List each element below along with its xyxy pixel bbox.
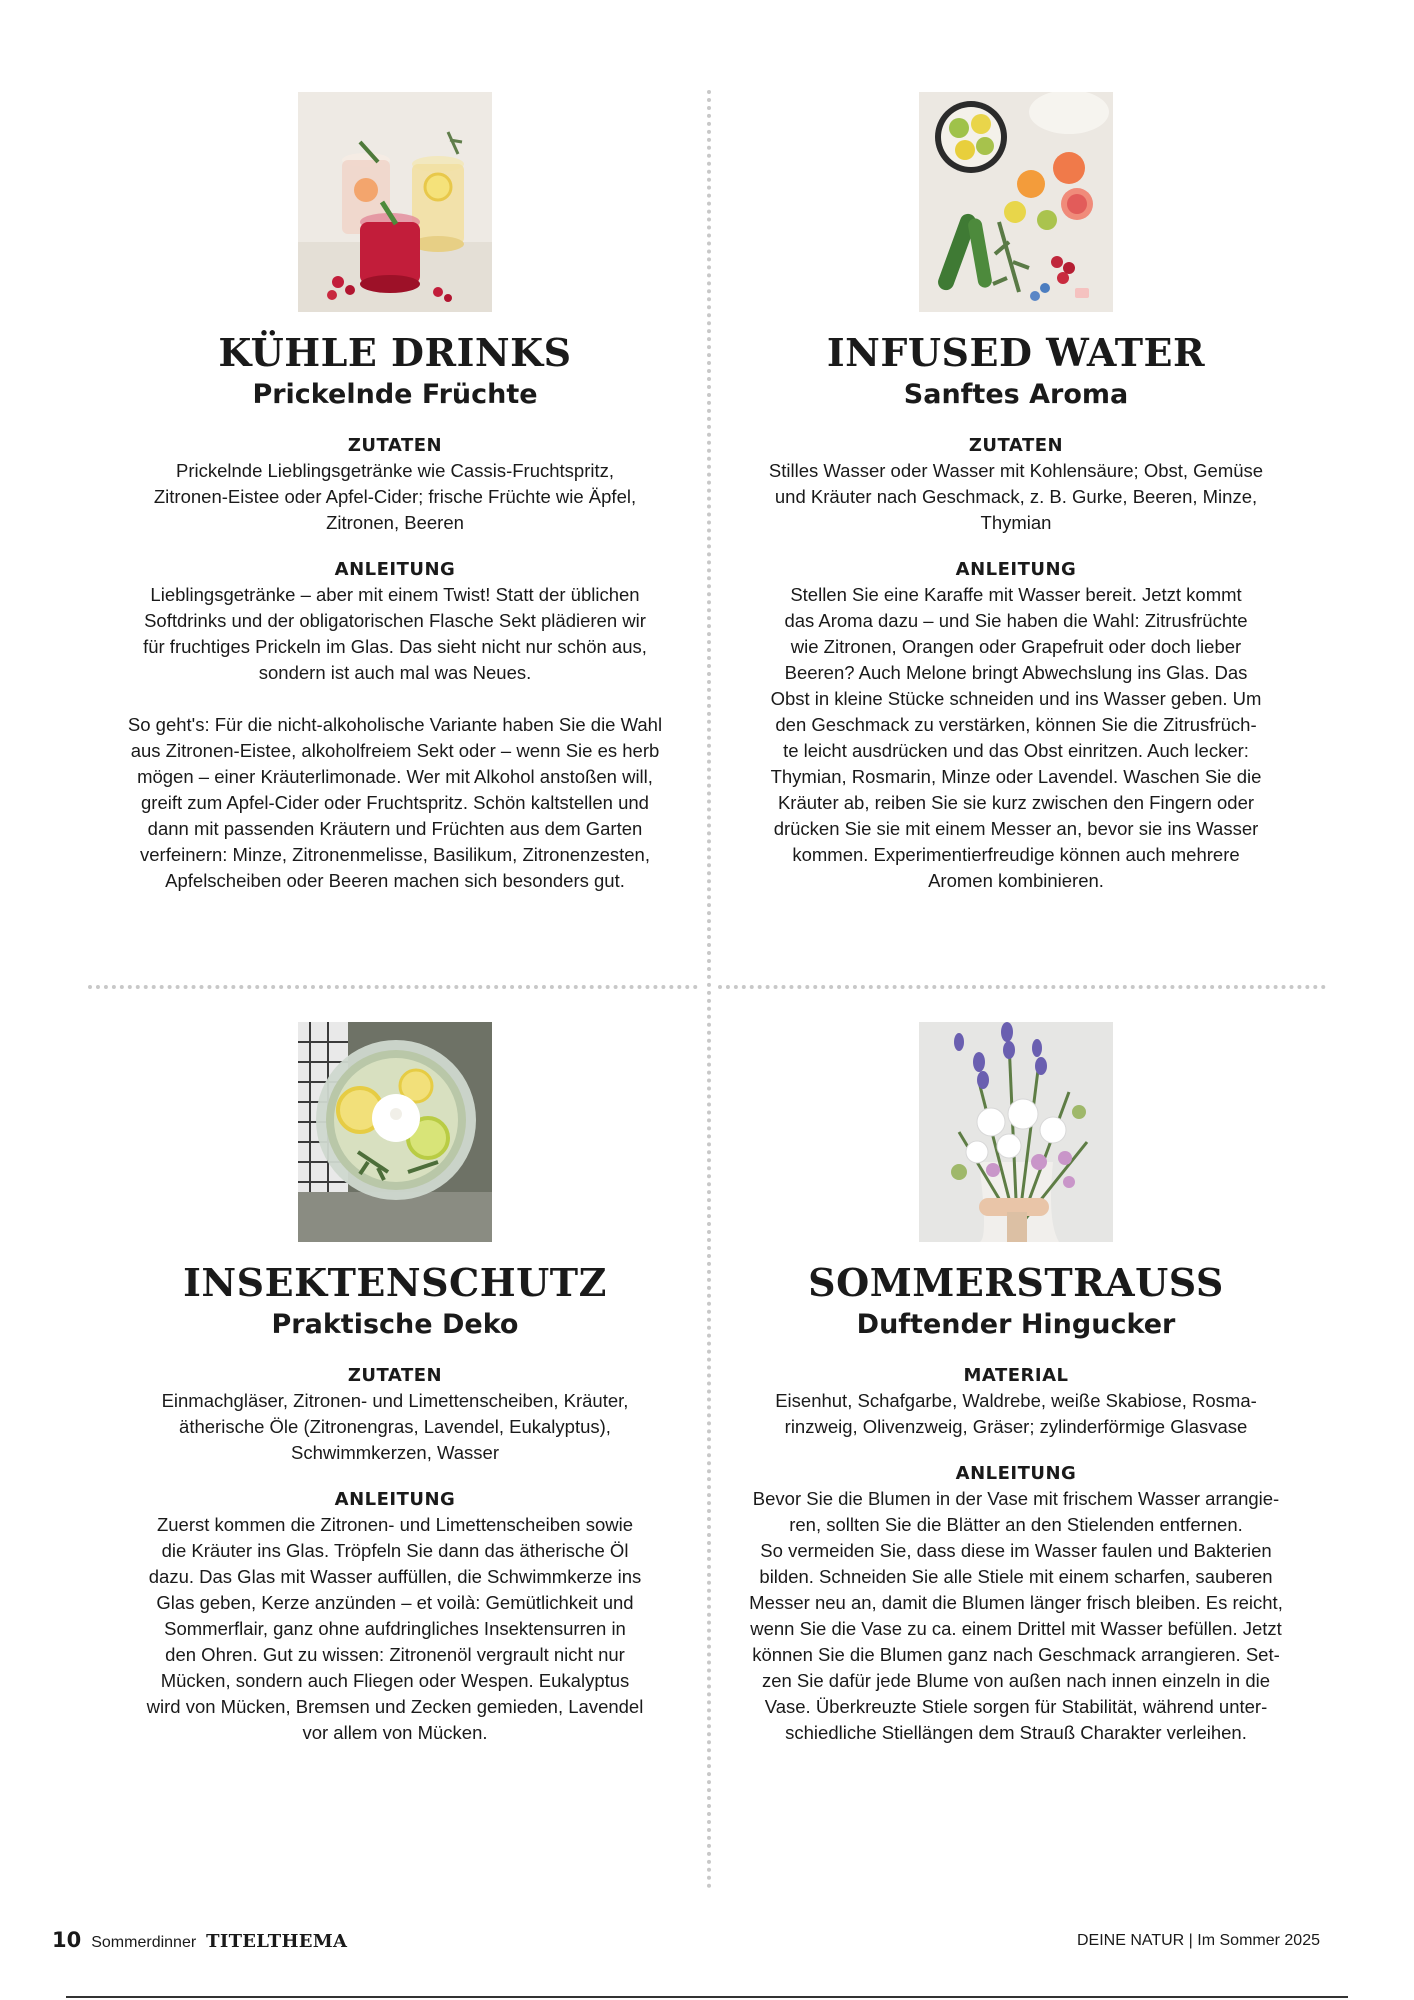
text-line: Beeren? Auch Melone bringt Abwechslung ins Glas. Das <box>784 662 1248 683</box>
ingredients-text <box>92 1388 698 1466</box>
ingredients-label: ZUTATEN <box>347 435 443 456</box>
text-line: kommen. Experimentierfreudige können auch mehrere <box>792 844 1240 865</box>
horizontal-divider-right <box>718 985 1326 989</box>
instructions-text-2 <box>92 712 698 894</box>
instructions-text <box>713 1486 1319 1746</box>
text-line: Obst in kleine Stücke schneiden und ins Wasser geben. Um <box>770 688 1262 709</box>
text-line: Prickelnde Lieblingsgetränke wie Cassis-Fruchtspritz, <box>175 460 614 481</box>
text-line: wie Zitronen, Orangen oder Grapefruit oder doch lieber <box>790 636 1242 657</box>
text-line: Thymian, Rosmarin, Minze oder Lavendel. Waschen Sie die <box>770 766 1262 787</box>
text-line: Messer neu an, damit die Blumen länger frisch bleiben. Es reicht, <box>749 1592 1283 1613</box>
text-line: dazu. Das Glas mit Wasser auffüllen, die Schwimmkerze ins <box>148 1566 642 1587</box>
text-line: So geht's: Für die nicht-alkoholische Variante haben Sie die Wahl <box>127 714 663 735</box>
text-line: für fruchtiges Prickeln im Glas. Das sieht nicht nur schön aus, <box>143 636 647 657</box>
instructions-text <box>92 1512 698 1746</box>
text-line: Eisenhut, Schafgarbe, Waldrebe, weiße Skabiose, Rosma- <box>775 1390 1257 1411</box>
card-subtitle: Praktische Deko <box>271 1309 519 1340</box>
card-infused-water <box>713 92 1319 894</box>
text-line: wenn Sie die Vase zu ca. einem Drittel mit Wasser befüllen. Jetzt <box>750 1618 1282 1639</box>
text-line: ren, sollten Sie die Blätter an den Stielenden entfernen. <box>789 1514 1243 1535</box>
text-line: So vermeiden Sie, dass diese im Wasser faulen und Bakterien <box>760 1540 1272 1561</box>
drinks-photo <box>298 92 492 312</box>
text-line: Vase. Überkreuzte Stiele sorgen für Stabilität, während unter- <box>764 1696 1268 1717</box>
text-line: Sommerflair, ganz ohne aufdringliches Insektensurren in <box>164 1618 626 1639</box>
text-line: te leicht ausdrücken und das Obst einritzen. Auch lecker: <box>783 740 1249 761</box>
text-line: Softdrinks und der obligatorischen Flasche Sekt plädieren wir <box>144 610 646 631</box>
insect-repellent-jar-photo <box>298 1022 492 1242</box>
card-title: SOMMERSTRAUSS <box>808 1260 1224 1305</box>
text-line: drücken Sie sie mit einem Messer an, bevor sie ins Wasser <box>773 818 1259 839</box>
ingredients-text <box>92 458 698 536</box>
text-line: Aromen kombinieren. <box>928 870 1104 891</box>
magazine-issue: DEINE NATUR | Im Sommer 2025 <box>1076 1932 1320 1949</box>
ingredients-text <box>713 458 1319 536</box>
text-line: bilden. Schneiden Sie alle Stiele mit einem scharfen, sauberen <box>759 1566 1273 1587</box>
text-line: den Geschmack zu verstärken, können Sie die Zitrusfrüch- <box>775 714 1257 735</box>
instructions-label: ANLEITUNG <box>334 1489 456 1510</box>
card-subtitle: Duftender Hingucker <box>856 1309 1176 1340</box>
text-line: Schwimmkerzen, Wasser <box>291 1442 499 1463</box>
instructions-text <box>713 582 1319 894</box>
instructions-text <box>92 582 698 686</box>
text-line: können Sie die Blumen ganz nach Geschmack arrangieren. Set- <box>752 1644 1280 1665</box>
text-line: greift zum Apfel-Cider oder Fruchtspritz. Schön kaltstellen und <box>141 792 649 813</box>
text-line: wird von Mücken, Bremsen und Zecken gemieden, Lavendel <box>146 1696 644 1717</box>
card-kuehle-drinks <box>92 92 698 894</box>
text-line: Apfelscheiben oder Beeren machen sich besonders gut. <box>165 870 625 891</box>
text-line: die Kräuter ins Glas. Tröpfeln Sie dann das ätherische Öl <box>161 1540 629 1561</box>
bottom-rule <box>66 1996 1348 1998</box>
vertical-divider <box>707 90 711 1890</box>
text-line: den Ohren. Gut zu wissen: Zitronenöl vergrault nicht nur <box>165 1644 625 1665</box>
text-line: dann mit passenden Kräutern und Früchten aus dem Garten <box>147 818 643 839</box>
text-line: Zuerst kommen die Zitronen- und Limettenscheiben sowie <box>156 1514 634 1535</box>
text-line: Zitronen-Eistee oder Apfel-Cider; frische Früchte wie Äpfel, <box>153 486 637 507</box>
text-line: Mücken, sondern auch Fliegen oder Wespen. Eukalyptus <box>160 1670 630 1691</box>
text-line: mögen – einer Kräuterlimonade. Wer mit Alkohol anstoßen will, <box>137 766 653 787</box>
text-line: rinzweig, Olivenzweig, Gräser; zylinderförmige Glasvase <box>784 1416 1248 1437</box>
instructions-label: ANLEITUNG <box>334 559 456 580</box>
page-number: 10 <box>52 1928 82 1952</box>
material-label: MATERIAL <box>963 1365 1069 1386</box>
flower-bouquet-photo <box>919 1022 1113 1242</box>
card-title: INFUSED WATER <box>826 330 1206 375</box>
text-line: Zitronen, Beeren <box>326 512 464 533</box>
card-title: INSEKTENSCHUTZ <box>183 1260 607 1305</box>
instructions-label: ANLEITUNG <box>955 1463 1077 1484</box>
card-subtitle: Prickelnde Früchte <box>252 379 538 410</box>
text-line: Stilles Wasser oder Wasser mit Kohlensäure; Obst, Gemüse <box>768 460 1264 481</box>
text-line: aus Zitronen-Eistee, alkoholfreiem Sekt oder – wenn Sie es herb <box>130 740 660 761</box>
text-line: Bevor Sie die Blumen in der Vase mit frischem Wasser arrangie- <box>752 1488 1280 1509</box>
text-line: und Kräuter nach Geschmack, z. B. Gurke, Beeren, Minze, <box>774 486 1258 507</box>
material-text <box>713 1388 1319 1440</box>
text-line: Kräuter ab, reiben Sie sie kurz zwischen den Fingern oder <box>777 792 1255 813</box>
text-line: Stellen Sie eine Karaffe mit Wasser bereit. Jetzt kommt <box>790 584 1242 605</box>
card-subtitle: Sanftes Aroma <box>903 379 1129 410</box>
horizontal-divider-left <box>88 985 698 989</box>
text-line: ätherische Öle (Zitronengras, Lavendel, Eukalyptus), <box>179 1416 611 1437</box>
instructions-label: ANLEITUNG <box>955 559 1077 580</box>
text-line: sondern ist auch mal was Neues. <box>258 662 532 683</box>
text-line: vor allem von Mücken. <box>302 1722 488 1743</box>
text-line: Lieblingsgetränke – aber mit einem Twist! Statt der üblichen <box>150 584 640 605</box>
text-line: schiedliche Stiellängen dem Strauß Charakter verleihen. <box>785 1722 1247 1743</box>
ingredients-label: ZUTATEN <box>968 435 1064 456</box>
text-line: Einmachgläser, Zitronen- und Limettenscheiben, Kräuter, <box>161 1390 629 1411</box>
section-theme: TITELTHEMA <box>206 1931 348 1952</box>
card-title: KÜHLE DRINKS <box>218 330 572 375</box>
page-footer-left <box>52 1928 347 1958</box>
infused-water-photo <box>919 92 1113 312</box>
text-line: Glas geben, Kerze anzünden – et voilà: Gemütlichkeit und <box>156 1592 634 1613</box>
text-line: zen Sie dafür jede Blume von außen nach innen einzeln in die <box>761 1670 1271 1691</box>
text-line: verfeinern: Minze, Zitronenmelisse, Basilikum, Zitronenzesten, <box>140 844 650 865</box>
ingredients-label: ZUTATEN <box>347 1365 443 1386</box>
text-line: das Aroma dazu – und Sie haben die Wahl: Zitrusfrüchte <box>784 610 1248 631</box>
text-line: Thymian <box>980 512 1052 533</box>
card-insektenschutz <box>92 1022 698 1746</box>
card-sommerstrauss <box>713 1022 1319 1746</box>
section-name: Sommerdinner <box>91 1934 197 1951</box>
